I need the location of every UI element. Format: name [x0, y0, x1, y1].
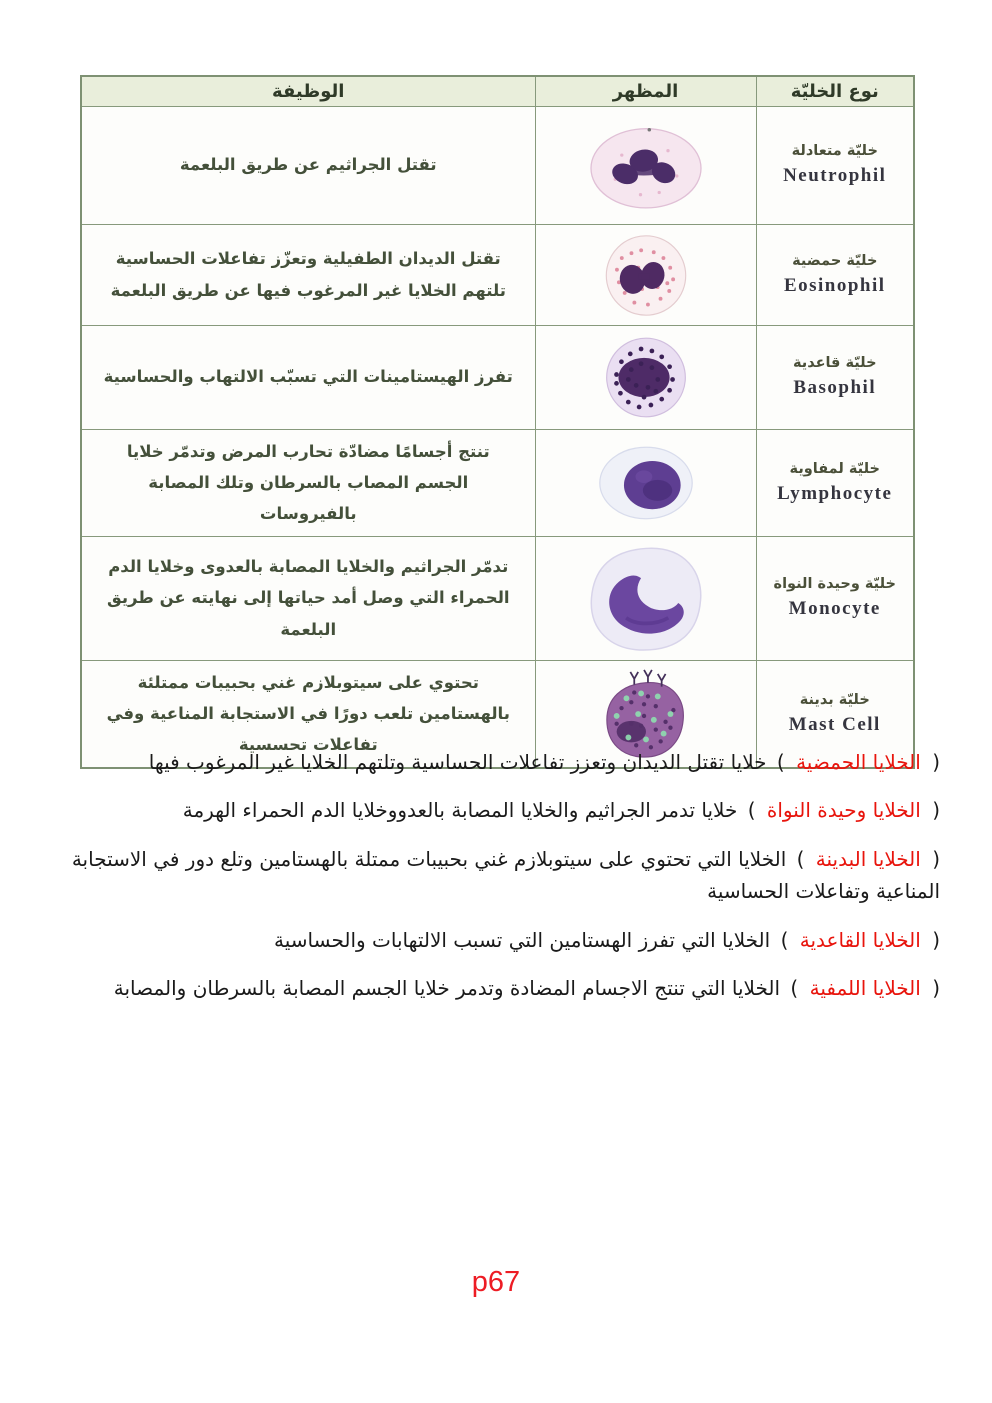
- note-line-basophils: [52, 924, 940, 956]
- note-text: الخلايا التي تنتج الاجسام المضادة وتدمر خلايا الجسم المصابة بالسرطان والمصابة: [113, 975, 781, 1000]
- note-line-eosinophils: [52, 746, 940, 778]
- table-row-neutrophil: [81, 106, 914, 224]
- note-text: خلايا تقتل الديدان وتعزز تفاعلات الحساسية وتلتهم الخلايا غير المرغوب فيها: [148, 750, 767, 774]
- monocyte-micrograph-image: [571, 541, 721, 655]
- close-paren: ): [796, 846, 805, 871]
- blood-cells-table: [80, 75, 915, 769]
- table-row-basophil: [81, 325, 914, 429]
- table-row-eosinophil: [81, 224, 914, 325]
- cell-type-cell: [756, 106, 914, 224]
- eosinophil-micrograph-image: [587, 229, 705, 321]
- cell-type-english: Mast Cell: [788, 713, 881, 735]
- note-text: الخلايا التي تفرز الهستامين التي تسبب الالتهابات والحساسية: [274, 927, 771, 952]
- lymphocyte-micrograph-image: [583, 441, 709, 525]
- note-label: الخلايا القاعدية: [799, 927, 921, 952]
- header-appearance: المظهر: [535, 76, 756, 106]
- basophil-micrograph-image: [587, 330, 705, 424]
- cell-type-arabic: خليّة قاعدية: [792, 355, 877, 371]
- note-label: الخلايا البدينة: [815, 846, 921, 871]
- appearance-cell: [535, 106, 756, 224]
- note-label: الخلايا اللمفية: [809, 975, 921, 1000]
- function-cell: تقتل الديدان الطفيلية وتعزّز تفاعلات الحساسية تلتهم الخلايا غير المرغوب فيها عن طريق البلعمة: [81, 224, 535, 325]
- table-header-row: [81, 76, 914, 106]
- function-cell: تقتل الجراثيم عن طريق البلعمة: [81, 106, 535, 224]
- open-paren: (: [932, 798, 940, 823]
- open-paren: (: [932, 927, 940, 952]
- note-line-mast-cells: [52, 843, 940, 908]
- note-text: خلايا تدمر الجراثيم والخلايا المصابة بالعدووخلايا الدم الحمراء الهرمة: [182, 798, 738, 823]
- function-cell: تنتج أجسامًا مضادّة تحارب المرض وتدمّر خلايا الجسم المصاب بالسرطان وتلك المصابة بالفيروسات: [81, 429, 535, 536]
- note-label: الخلايا الحمضية: [796, 750, 921, 774]
- cell-type-arabic: خليّة وحيدة النواة: [773, 576, 896, 593]
- cell-type-cell: [756, 224, 914, 325]
- table-row-lymphocyte: [81, 429, 914, 536]
- blood-cells-table-wrap: [80, 75, 913, 769]
- close-paren: ): [776, 750, 785, 774]
- appearance-cell: [535, 429, 756, 536]
- header-function: الوظيفة: [81, 76, 535, 106]
- page-number: p67: [471, 1266, 521, 1298]
- cell-type-english: Lymphocyte: [777, 482, 893, 504]
- open-paren: (: [932, 975, 940, 1000]
- close-paren: ): [790, 975, 799, 1000]
- appearance-cell: [535, 325, 756, 429]
- close-paren: ): [780, 927, 789, 952]
- close-paren: ): [747, 798, 756, 823]
- cell-type-english: Neutrophil: [783, 165, 887, 186]
- cell-type-english: Eosinophil: [783, 274, 886, 296]
- table-row-monocyte: [81, 536, 914, 660]
- cell-type-arabic: خليّة لمفاوية: [789, 460, 880, 477]
- function-cell: تحتوي على سيتوبلازم غني بحبيبات ممتلئة بالهستامين تلعب دورًا في الاستجابة المناعية وفي تفاعلات تحسسية: [81, 660, 535, 768]
- note-line-lymphocytes: [52, 972, 940, 1004]
- appearance-cell: [535, 536, 756, 660]
- cell-type-english: Basophil: [793, 377, 877, 398]
- cell-type-arabic: خليّة بدينة: [799, 691, 870, 708]
- function-cell: تدمّر الجراثيم والخلايا المصابة بالعدوى وخلايا الدم الحمراء التي وصل أمد حياتها إلى نهايته عن طريق البلعمة: [81, 536, 535, 660]
- cell-type-english: Monocyte: [788, 598, 881, 620]
- cell-type-arabic: خليّة متعادلة: [791, 143, 878, 159]
- open-paren: (: [932, 750, 940, 774]
- cell-type-cell: [756, 325, 914, 429]
- notes-section: [52, 746, 940, 1020]
- header-cell-type: نوع الخليّة: [756, 76, 914, 106]
- function-cell: تفرز الهيستامينات التي تسبّب الالتهاب والحساسية: [81, 325, 535, 429]
- cell-type-cell: [756, 429, 914, 536]
- note-label: الخلايا وحيدة النواة: [766, 798, 921, 823]
- note-line-monocytes: [52, 794, 940, 826]
- note-text: الخلايا التي تحتوي على سيتوبلازم غني بحبيبات ممتلة بالهستامين وتلع دور في الاستجابة المناعية وتفاعلات الحساسية: [71, 846, 940, 904]
- neutrophil-micrograph-image: [580, 115, 712, 215]
- open-paren: (: [932, 846, 940, 871]
- cell-type-arabic: خليّة حمضية: [792, 252, 878, 269]
- appearance-cell: [535, 224, 756, 325]
- cell-type-cell: [756, 536, 914, 660]
